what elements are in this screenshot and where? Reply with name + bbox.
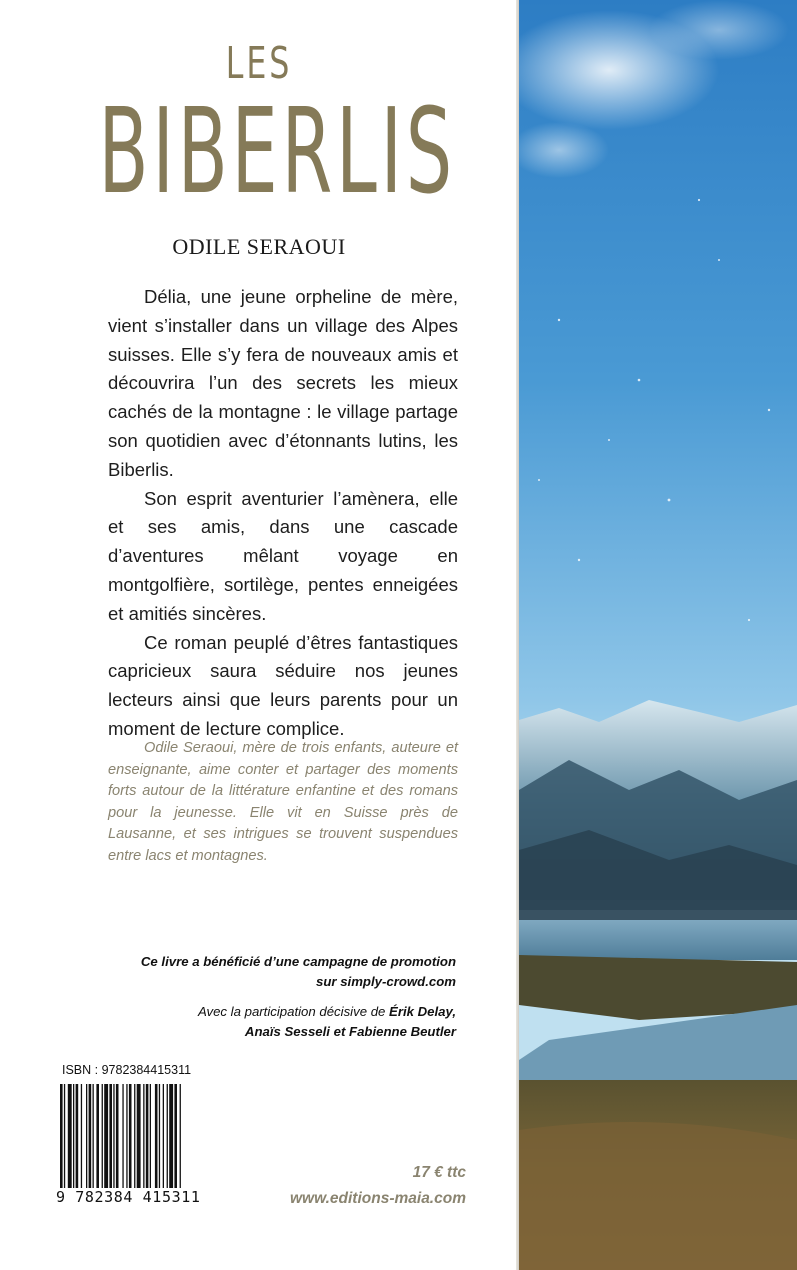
isbn-label: ISBN : 9782384415311 [62,1063,192,1077]
synopsis-paragraph: Ce roman peuplé d’êtres fantastiques capricieux saura séduire nos jeunes lecteurs ainsi que leurs parents pour un moment de lecture complice. [108,631,458,739]
barcode-bar [150,1084,151,1188]
acknowledgements-line-1: Avec la participation décisive de Érik Delay, [197,1004,456,1019]
barcode-bar [180,1084,181,1188]
barcode-bar [102,1084,103,1188]
author-name: ODILE SERAOUI [172,234,346,259]
price: 17 € ttc [412,1164,466,1181]
barcode-bar [146,1084,149,1188]
barcode-bar [93,1084,94,1188]
barcode-bar [129,1084,132,1188]
barcode-bar [60,1084,63,1188]
barcode-bar [64,1084,65,1188]
barcode-bar [122,1084,123,1188]
barcode-bar [81,1084,82,1188]
barcode-bar [86,1084,87,1188]
barcode-bar [134,1084,135,1188]
promotion-line-1: Ce livre a bénéficié d’une campagne de promotion [140,954,456,969]
author-bio: Odile Seraoui, mère de trois enfants, auteure et enseignante, aime conter et partager des moments forts autour de la littérature enfantine et des romans pour la jeunesse. Elle vit en Suisse près de Lausanne, et ses intrigues se trouvent suspendues entre lacs et montagnes. [108,740,458,864]
barcode-bar [113,1084,114,1188]
barcode-bar [76,1084,79,1188]
barcode-bar [96,1084,99,1188]
barcode-bar [159,1084,160,1188]
synopsis-paragraph: Délia, une jeune orpheline de mère, vient s’installer dans un village des Alpes suisses. Elle s’y fera de nouveaux amis et découvrira l’un des secrets les mieux cachés de la montagne : le village partage son quotidien avec d’étonnants lutins, les Biberlis. [108,286,458,480]
barcode-bar [73,1084,74,1188]
isbn-barcode [58,1084,220,1188]
barcode-bar [89,1084,92,1188]
promotion-note [100,952,456,992]
barcode-bar [143,1084,144,1188]
barcode-digits: 9 782384 415311 [56,1188,201,1206]
barcode-bar [104,1084,108,1188]
barcode-bar [155,1084,158,1188]
barcode-bar [137,1084,141,1188]
promotion-line-2: sur simply-crowd.com [316,974,456,989]
barcode-bar [163,1084,164,1188]
publisher-website: www.editions-maia.com [290,1190,466,1207]
synopsis-paragraph: Son esprit aventurier l’amènera, elle et ses amis, dans une cascade d’aventures mêlant voyage en montgolfière, sortilège, pentes enneigées et amitiés sincères. [108,487,458,624]
acknowledgements-line-2: Anaïs Sesseli et Fabienne Beutler [244,1024,456,1039]
title-les: LES [225,38,293,89]
barcode-bar [109,1084,112,1188]
barcode-bar [169,1084,173,1188]
barcode-bar [174,1084,177,1188]
barcode-bar [116,1084,119,1188]
barcode-bar [126,1084,127,1188]
synopsis [108,283,458,744]
barcode-bar [68,1084,72,1188]
barcode-bar [167,1084,168,1188]
acknowledgements [100,1002,456,1042]
title-biberlis: BIBERLIS [98,82,456,220]
mountain-lake-photo [519,0,797,1270]
